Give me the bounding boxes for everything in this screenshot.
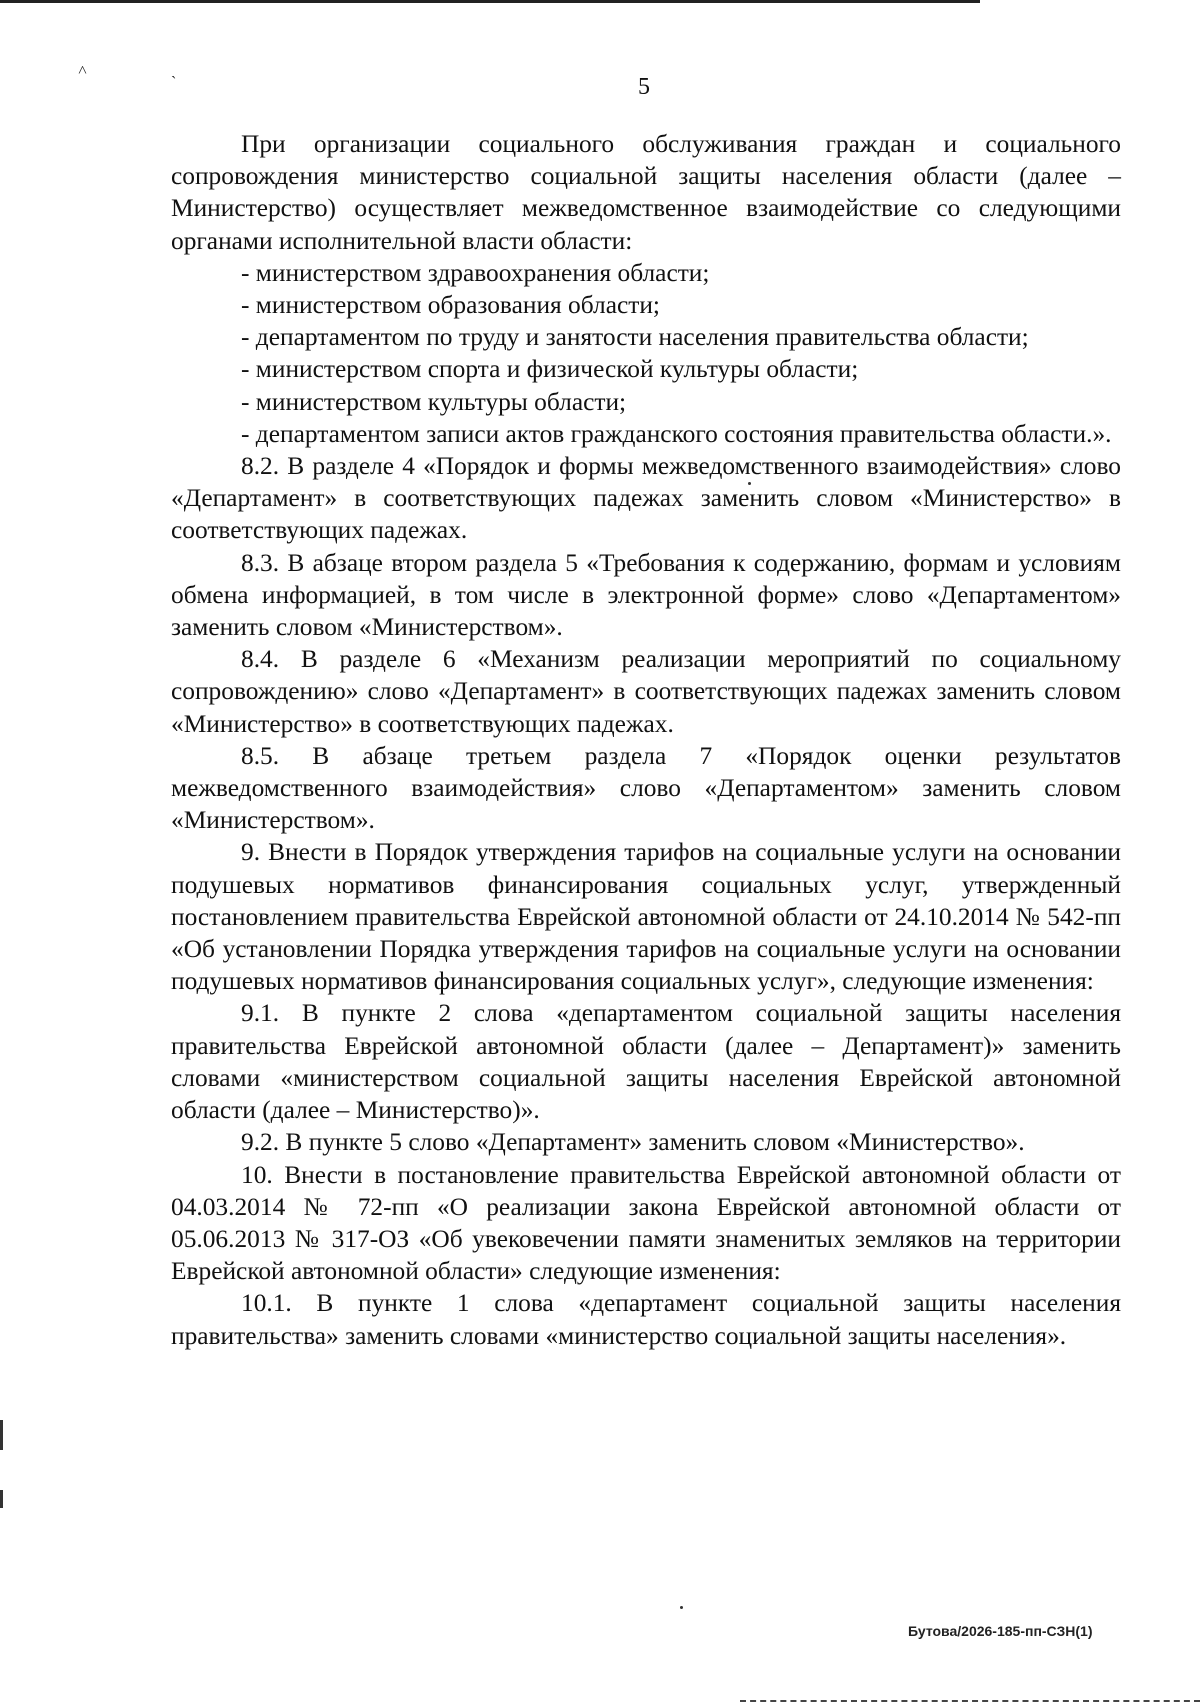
list-item: - департаментом записи актов гражданского состояния правительства области.». [241, 419, 1112, 448]
list-item: - министерством образования области; [241, 291, 660, 320]
paragraph-8-2: 8.2. В разделе 4 «Порядок и формы межведомственного взаимодействия» слово «Департамент» в соответствующих падежах заменить словом «Министерство» в соответствующих падежах. [171, 452, 1121, 545]
paragraph-8-4: 8.4. В разделе 6 «Механизм реализации мероприятий по социальному сопровождению» слово «Департамент» в соответствующих падежах заменить словом «Министерство» в соответствующих падежах. [171, 645, 1121, 738]
list-item: - министерством спорта и физической культуры области; [241, 355, 859, 384]
document-code: Бутова/2026-185-пп-СЗН(1) [908, 1623, 1093, 1639]
page-number: 5 [638, 74, 650, 100]
scan-edge-top [0, 0, 980, 3]
list-item: - министерством культуры области; [241, 387, 627, 416]
document-body [171, 128, 1121, 1352]
paragraph-intro: При организации социального обслуживания граждан и социального сопровождения министерство социальной защиты населения области (далее – Министерство) осуществляет межведомственное взаимодействие со следующими органами исполнительной власти области: [171, 130, 1121, 255]
scan-edge-left [0, 1420, 3, 1450]
list-item: - департаментом по труду и занятости населения правительства области; [241, 323, 1029, 352]
paragraph-8-3: 8.3. В абзаце втором раздела 5 «Требования к содержанию, формам и условиям обмена информацией, в том числе в электронной форме» слово «Департаментом» заменить словом «Министерством». [171, 548, 1121, 642]
paragraph-9: 9. Внести в Порядок утверждения тарифов на социальные услуги на основании подушевых нормативов финансирования социальных услуг, утвержденный постановлением правительства Еврейской автономной области от 24.10.2014 № 542-пп «Об установлении Порядка утверждения тарифов на социальные услуги на основании подушевых нормативов финансирования социальных услуг», следующие изменения: [171, 838, 1121, 996]
scan-edge-bottom [740, 1700, 1200, 1702]
paragraph-10-1: 10.1. В пункте 1 слова «департамент социальной защиты населения правительства» заменить словами «министерство социальной защиты населения». [171, 1289, 1121, 1350]
paragraph-8-5: 8.5. В абзаце третьем раздела 7 «Порядок оценки результатов межведомственного взаимодействия» слово «Департаментом» заменить словом «Министерством». [171, 741, 1121, 835]
scan-speck [680, 1606, 683, 1609]
list-item: - министерством здравоохранения области; [241, 258, 710, 287]
paragraph-9-2: 9.2. В пункте 5 слово «Департамент» заменить словом «Министерство». [241, 1128, 1025, 1157]
scan-specks: ˄ ˏ [78, 62, 217, 79]
paragraph-10: 10. Внести в постановление правительства Еврейской автономной области от 04.03.2014 № 72-пп «О реализации закона Еврейской автономной области от 05.06.2013 № 317-ОЗ «Об увековечении памяти знаменитых земляков на территории Еврейской автономной области» следующие изменения: [171, 1160, 1121, 1286]
scan-edge-left [0, 1490, 3, 1508]
paragraph-9-1: 9.1. В пункте 2 слова «департаментом социальной защиты населения правительства Еврейской автономной области (далее – Департамент)» заменить словами «министерством социальной защиты населения Еврейской автономной области (далее – Министерство)». [171, 999, 1121, 1125]
